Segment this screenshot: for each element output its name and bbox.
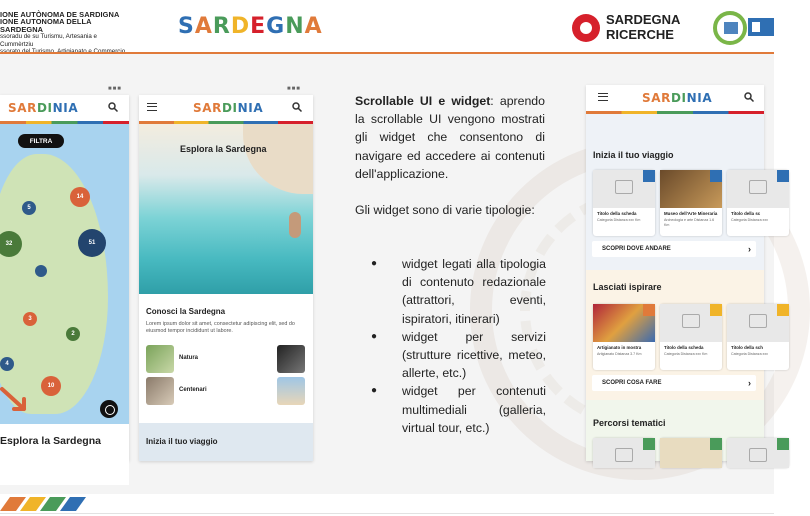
sr-line-2: RICERCHE xyxy=(606,27,674,42)
category-thumb-3[interactable] xyxy=(277,345,305,373)
location-pin-icon[interactable] xyxy=(35,265,47,277)
region-line-1: IONE AUTÒNOMA DE SARDIGNA xyxy=(0,10,120,19)
card-corner-badge xyxy=(777,170,789,182)
image-placeholder-icon xyxy=(749,314,767,328)
phone3-logo: SARDINIA xyxy=(642,91,713,105)
region-line-2: IONE AUTONOMA DELLA SARDEGNA xyxy=(0,17,92,34)
content-card[interactable]: Titolo della sch Categoria Distanza xxx xyxy=(727,304,789,370)
widget-section-title: Percorsi tematici xyxy=(593,418,666,428)
text-lead-bold: Scrollable UI e widget xyxy=(355,94,491,108)
bullet-dot-icon: ● xyxy=(371,330,378,342)
sr-line-1: SARDEGNA xyxy=(606,12,681,27)
card-corner-badge xyxy=(777,438,789,450)
island-shape xyxy=(0,154,108,414)
map-pin[interactable]: 3 xyxy=(23,312,37,326)
band-inizia xyxy=(139,423,313,461)
slide-header xyxy=(0,0,774,52)
content-card[interactable]: Titolo della scheda Categoria Distanza xxx Km xyxy=(660,304,722,370)
section-description: Lorem ipsum dolor sit amet, consectetur adipiscing elit, sed do eiusmod tempor incididunt ut labore. xyxy=(146,321,295,334)
hero-image[interactable] xyxy=(139,124,313,294)
sardegna-ricerche-logo xyxy=(572,12,702,44)
chevron-right-icon: › xyxy=(748,378,751,388)
map-pin[interactable]: 10 xyxy=(41,376,61,396)
card-corner-badge xyxy=(710,170,722,182)
widget-section-title: Lasciati ispirare xyxy=(593,282,662,292)
cta-scopri-dove-andare[interactable]: SCOPRI DOVE ANDARE › xyxy=(592,241,756,257)
map-pin[interactable]: 51 xyxy=(78,229,106,257)
card-corner-badge xyxy=(643,304,655,316)
hero-rock-shape xyxy=(243,124,313,194)
category-thumb-centenari[interactable] xyxy=(146,377,174,405)
sardegna-ricerche-badge-icon xyxy=(572,14,600,42)
sheet-title: Esplora la Sardegna xyxy=(0,435,101,447)
bullet-dot-icon: ● xyxy=(371,385,378,397)
widget-section-percorsi xyxy=(586,400,764,461)
map-pin[interactable]: 32 xyxy=(0,231,22,257)
phone-map-screen xyxy=(0,95,129,461)
locate-me-icon[interactable] xyxy=(100,400,118,418)
phone-home-screen xyxy=(139,95,313,461)
image-placeholder-icon xyxy=(615,448,633,462)
content-card[interactable] xyxy=(727,438,789,468)
category-thumb-natura[interactable] xyxy=(146,345,174,373)
search-icon[interactable] xyxy=(292,102,302,112)
hero-person-shape xyxy=(289,212,301,238)
image-placeholder-icon xyxy=(749,448,767,462)
text-lead-rest: : aprendo la scrollable UI vengono mostrati gli widget che consentono di navigare ed accedere ai contenuti dell'applicazione. xyxy=(355,94,545,181)
filter-button[interactable]: FILTRA xyxy=(18,134,64,148)
content-card[interactable]: Titolo della scheda Categoria Distanza xxx Km xyxy=(593,170,655,236)
phone2-status-dots: ■■■ xyxy=(287,86,301,92)
section-title-conosci: Conosci la Sardegna xyxy=(146,307,226,316)
bottom-sheet[interactable] xyxy=(0,425,129,485)
bullet-dot-icon: ● xyxy=(371,258,378,269)
category-label-natura[interactable]: Natura xyxy=(179,355,199,361)
search-icon[interactable] xyxy=(744,92,754,102)
footer-divider xyxy=(0,513,774,514)
content-card[interactable]: Titolo della sc Categoria Distanza xxx xyxy=(727,170,789,236)
chevron-right-icon: › xyxy=(748,244,751,254)
phone-widgets-screen xyxy=(586,85,768,461)
category-label-centenari[interactable]: Centenari xyxy=(179,387,207,393)
category-thumb-4[interactable] xyxy=(277,377,305,405)
phone3-app-bar xyxy=(586,85,764,111)
map-pin[interactable]: 2 xyxy=(66,327,80,341)
map-pin[interactable]: 14 xyxy=(70,187,90,207)
sardegna-brand-logo: SARDEGNA xyxy=(178,14,323,39)
card-corner-badge xyxy=(710,304,722,316)
widget-section-lasciati xyxy=(586,270,768,400)
hero-title: Esplora la Sardegna xyxy=(180,144,267,154)
menu-icon[interactable] xyxy=(598,93,608,101)
region-logo-text xyxy=(0,11,132,55)
footer-color-stripes xyxy=(0,497,92,511)
bullet-item: ● widget legati alla tipologia di contenuto redazionale (attrattori, eventi, ispiratori, itinerari) xyxy=(371,257,546,326)
card-corner-badge xyxy=(777,304,789,316)
text-para-2: Gli widget sono di varie tipologie: xyxy=(355,203,535,218)
image-placeholder-icon xyxy=(682,314,700,328)
partner-logo-icon xyxy=(712,10,774,46)
map-pin[interactable]: 4 xyxy=(0,357,14,371)
sardinia-map[interactable] xyxy=(0,124,129,424)
map-pin[interactable]: 5 xyxy=(22,201,36,215)
phone2-logo: SARDINIA xyxy=(193,101,264,115)
phone1-logo: SARDINIA xyxy=(8,101,79,115)
slide-text xyxy=(355,92,545,219)
content-card[interactable] xyxy=(660,438,722,468)
image-placeholder-icon xyxy=(749,180,767,194)
phone1-app-bar xyxy=(0,95,129,121)
image-placeholder-icon xyxy=(615,180,633,194)
widget-section-inizia xyxy=(586,114,768,270)
content-card[interactable]: Artigianato in mostra Artigianato Distanza 3.7 Km xyxy=(593,304,655,370)
menu-icon[interactable] xyxy=(147,103,157,111)
card-corner-badge xyxy=(643,170,655,182)
bullet-list xyxy=(368,255,546,437)
card-corner-badge xyxy=(710,438,722,450)
band-title: Inizia il tuo viaggio xyxy=(146,437,218,446)
search-icon[interactable] xyxy=(108,102,118,112)
phone1-status-dots: ■■■ xyxy=(108,86,122,92)
cta-scopri-cosa-fare[interactable]: SCOPRI COSA FARE › xyxy=(592,375,756,391)
red-arrow-icon xyxy=(0,385,30,415)
widget-section-title: Inizia il tuo viaggio xyxy=(593,150,674,160)
bullet-item: ● widget per servizi (strutture ricettive, meteo, allerte, etc.) xyxy=(371,329,546,381)
content-card[interactable]: Museo dell'Arte Mineraria Archeologia e arte Distanza 1.6 Km xyxy=(660,170,722,236)
content-card[interactable] xyxy=(593,438,655,468)
phone2-app-bar xyxy=(139,95,313,121)
region-line-3: ssoradu de su Turismu, Artesania e Cummèrtziu xyxy=(0,33,97,48)
bullet-item: ● widget per contenuti multimediali (galleria, virtual tour, etc.) xyxy=(371,384,546,435)
card-corner-badge xyxy=(643,438,655,450)
